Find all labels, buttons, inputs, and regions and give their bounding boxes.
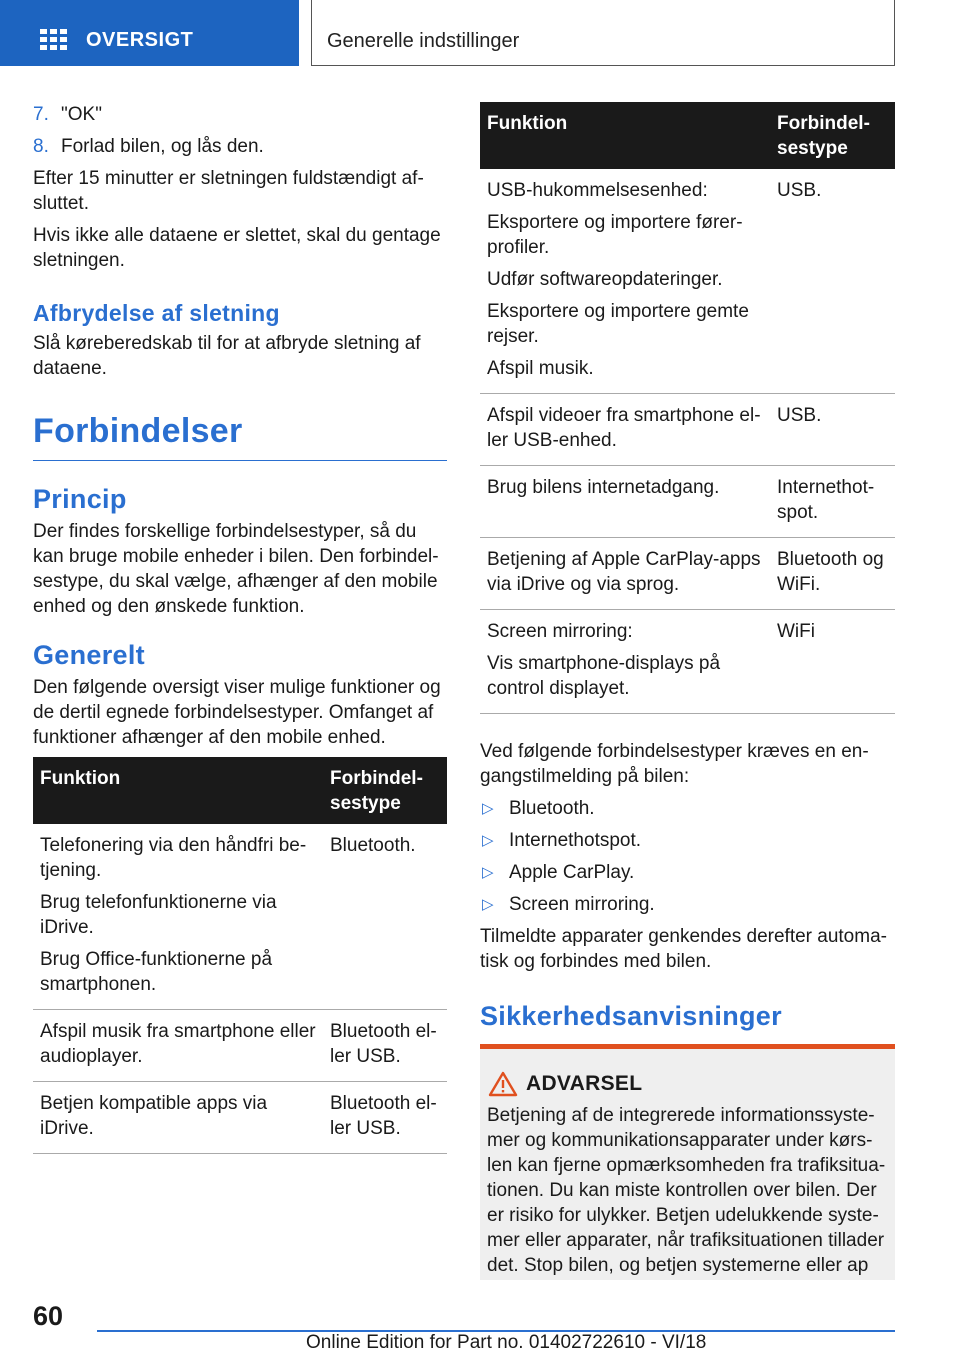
triangle-bullet-icon: ▷ <box>482 896 494 913</box>
function-line: Brug bilens internetadgang. <box>487 477 720 498</box>
bullet-item <box>480 796 895 821</box>
function-cell <box>480 610 770 714</box>
table-header-connection-type: Forbindelsestype <box>770 102 895 169</box>
paragraph-principle: Der findes forskellige forbindelsestyper, så du kan bruge mobile enheder i bilen. Den forbindelsestype, du skal vælge, afhænger af den mobile enhed og den ønskede funktion. <box>33 521 439 617</box>
function-line: Screen mirroring: <box>487 621 633 642</box>
connection-type-cell: WiFi <box>770 610 895 714</box>
connection-table-right <box>480 102 895 714</box>
table-header-function: Funktion <box>480 102 770 169</box>
function-line: Vis smartphone-displays på control displayet. <box>487 653 721 699</box>
table-row <box>33 1082 447 1154</box>
table-row <box>480 466 895 538</box>
bullet-text: Screen mirroring. <box>509 894 655 915</box>
bullet-text: Internethotspot. <box>509 830 642 851</box>
bullet-item <box>480 892 895 917</box>
paragraph-abort-deletion: Slå køreberedskab til for at afbryde sletning af dataene. <box>33 333 421 379</box>
bullet-item <box>480 828 895 853</box>
function-line: Betjening af Apple CarPlay-apps via iDrive og via sprog. <box>487 549 761 595</box>
table-row <box>480 394 895 466</box>
bullet-item <box>480 860 895 885</box>
function-line: USB-hukommelsesenhed: <box>487 180 708 201</box>
function-line: Brug Office-funktionerne på smartphonen. <box>40 949 273 995</box>
function-cell <box>480 169 770 394</box>
connection-type-cell: Bluetooth. <box>323 824 447 1010</box>
section-title: Generelle indstillinger <box>327 30 520 52</box>
step-item <box>33 134 447 159</box>
warning-triangle-icon <box>488 1071 518 1097</box>
paragraph-recognized: Tilmeldte apparater genkendes derefter automatisk og forbindes med bilen. <box>480 926 887 972</box>
step-list <box>33 102 447 159</box>
header-overview-tab[interactable] <box>0 0 299 66</box>
heading-abort-deletion: Afbrydelse af sletning <box>33 300 280 326</box>
bullet-text: Bluetooth. <box>509 798 595 819</box>
bullet-list <box>480 796 895 917</box>
function-line: Eksportere og importere førerprofiler. <box>487 212 743 258</box>
header-tab-label: OVERSIGT <box>86 29 194 51</box>
warning-title: ADVARSEL <box>526 1072 643 1095</box>
connection-type-cell: Bluetooth eller USB. <box>323 1010 447 1082</box>
step-item <box>33 102 447 127</box>
table-row <box>480 169 895 394</box>
heading-connections: Forbindelser <box>33 411 447 461</box>
function-cell <box>480 538 770 610</box>
connection-type-cell: USB. <box>770 394 895 466</box>
paragraph-general: Den følgende oversigt viser mulige funktioner og de dertil egnede forbindelsestyper. Omfanget af funktioner afhænger af den mobile enhed. <box>33 677 441 748</box>
table-header-function: Funktion <box>33 757 323 824</box>
paragraph-repeat-deletion: Hvis ikke alle dataene er slettet, skal du gentage sletningen. <box>33 225 441 271</box>
left-column <box>33 102 447 1154</box>
function-cell <box>33 824 323 1010</box>
function-line: Eksportere og importere gemte rejser. <box>487 301 749 347</box>
step-number: 7. <box>33 104 49 125</box>
connection-type-cell: USB. <box>770 169 895 394</box>
connection-type-cell: Internethotspot. <box>770 466 895 538</box>
warning-text: Betjening af de integrerede informationssystemer og kommunikationsapparater under kørslen kan fjerne opmærksomheden fra trafiksituationen. Du kan miste kontrollen over bilen. Der er risiko for ulykker. Betjen udelukkende systemer eller apparater, når trafiksituationen tillader det. Stop bilen, og betjen systemerne eller ap <box>487 1105 886 1276</box>
grid-menu-icon <box>40 29 68 51</box>
function-cell <box>480 466 770 538</box>
paragraph-deletion-complete: Efter 15 minutter er sletningen fuldstændigt afsluttet. <box>33 168 424 214</box>
function-line: Betjen kompatible apps via iDrive. <box>40 1093 268 1139</box>
table-row <box>33 824 447 1010</box>
heading-principle: Princip <box>33 484 127 514</box>
connection-type-cell: Bluetooth eller USB. <box>323 1082 447 1154</box>
warning-box <box>480 1044 895 1280</box>
triangle-bullet-icon: ▷ <box>482 864 494 881</box>
function-cell <box>33 1082 323 1154</box>
triangle-bullet-icon: ▷ <box>482 800 494 817</box>
page-number: 60 <box>33 1301 64 1331</box>
step-number: 8. <box>33 136 49 157</box>
step-text: "OK" <box>61 104 102 125</box>
table-row <box>33 1010 447 1082</box>
table-row <box>480 538 895 610</box>
function-line: Afspil musik fra smartphone eller audioplayer. <box>40 1021 316 1067</box>
table-row <box>480 610 895 714</box>
bullet-text: Apple CarPlay. <box>509 862 635 883</box>
function-line: Brug telefonfunktionerne via iDrive. <box>40 892 277 938</box>
function-cell <box>480 394 770 466</box>
heading-safety: Sikkerhedsanvisninger <box>480 1001 782 1031</box>
function-line: Afspil musik. <box>487 358 594 379</box>
header-section-box <box>311 0 895 66</box>
function-line: Afspil videoer fra smartphone eller USB-enhed. <box>487 405 761 451</box>
footer-edition: Online Edition for Part no. 01402722610 - VI/18 <box>306 1332 707 1353</box>
paragraph-one-time-login: Ved følgende forbindelsestyper kræves en engangstilmelding på bilen: <box>480 741 869 787</box>
step-text: Forlad bilen, og lås den. <box>61 136 264 157</box>
connection-type-cell: Bluetooth og WiFi. <box>770 538 895 610</box>
right-column <box>480 102 895 1280</box>
connection-table-left <box>33 757 447 1154</box>
function-cell <box>33 1010 323 1082</box>
triangle-bullet-icon: ▷ <box>482 832 494 849</box>
heading-general: Generelt <box>33 640 145 670</box>
function-line: Udfør softwareopdateringer. <box>487 269 723 290</box>
function-line: Telefonering via den håndfri betjening. <box>40 835 307 881</box>
table-header-connection-type: Forbindelsestype <box>323 757 447 824</box>
